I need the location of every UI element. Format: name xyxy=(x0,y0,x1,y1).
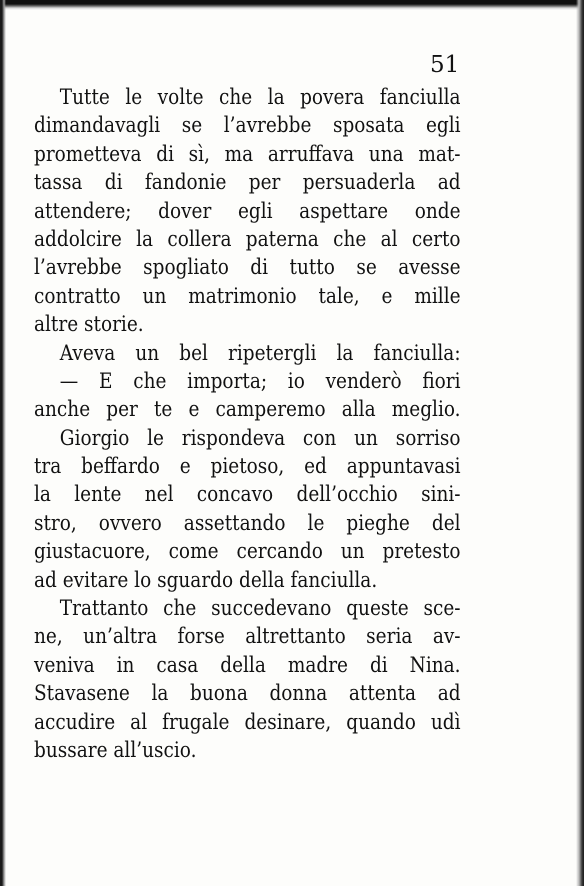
text-line: altre storie. xyxy=(34,312,144,338)
text-line: la lente nel concavo dell’occhio sini- xyxy=(34,482,461,508)
text-line: contratto un matrimonio tale, e mille xyxy=(34,283,461,309)
text-line: bussare all’uscio. xyxy=(34,737,197,763)
text-line: attendere; dover egli aspettare onde xyxy=(34,198,461,224)
page-left-shadow xyxy=(0,0,6,886)
page-top-shadow xyxy=(0,0,584,10)
text-line: Stavasene la buona donna attenta ad xyxy=(34,681,461,707)
text-line: accudire al frugale desinare, quando udì xyxy=(34,709,461,735)
text-line: — E che importa; io venderò fiori xyxy=(59,368,461,394)
text-line: Giorgio le rispondeva con un sorriso xyxy=(59,425,461,451)
text-line: ne, un’altra forse altrettanto seria av- xyxy=(34,624,461,650)
text-line: dimandavagli se l’avrebbe sposata egli xyxy=(34,113,461,139)
text-line: Tutte le volte che la povera fanciulla xyxy=(59,85,461,110)
text-line: anche per te e camperemo alla meglio. xyxy=(34,397,461,423)
text-line: tra beffardo e pietoso, ed appuntavasi xyxy=(34,454,461,480)
text-line: stro, ovvero assettando le pieghe del xyxy=(34,510,461,536)
page-right-shadow xyxy=(576,0,584,886)
text-line: l’avrebbe spogliato di tutto se avesse xyxy=(34,255,461,281)
text-line: addolcire la collera paterna che al certo xyxy=(34,226,461,252)
text-line: ad evitare lo sguardo della fanciulla. xyxy=(34,567,378,593)
text-line: prometteva di sì, ma arruffava una mat- xyxy=(34,141,461,167)
page-number: 51 xyxy=(430,52,460,78)
body-text xyxy=(34,84,461,765)
text-line: Aveva un bel ripetergli la fanciulla: xyxy=(59,340,461,366)
text-line: veniva in casa della madre di Nina. xyxy=(34,652,461,678)
text-line: tassa di fandonie per persuaderla ad xyxy=(34,170,461,196)
text-line: giustacuore, come cercando un pretesto xyxy=(34,539,461,565)
text-line: Trattanto che succedevano queste sce- xyxy=(59,596,461,622)
